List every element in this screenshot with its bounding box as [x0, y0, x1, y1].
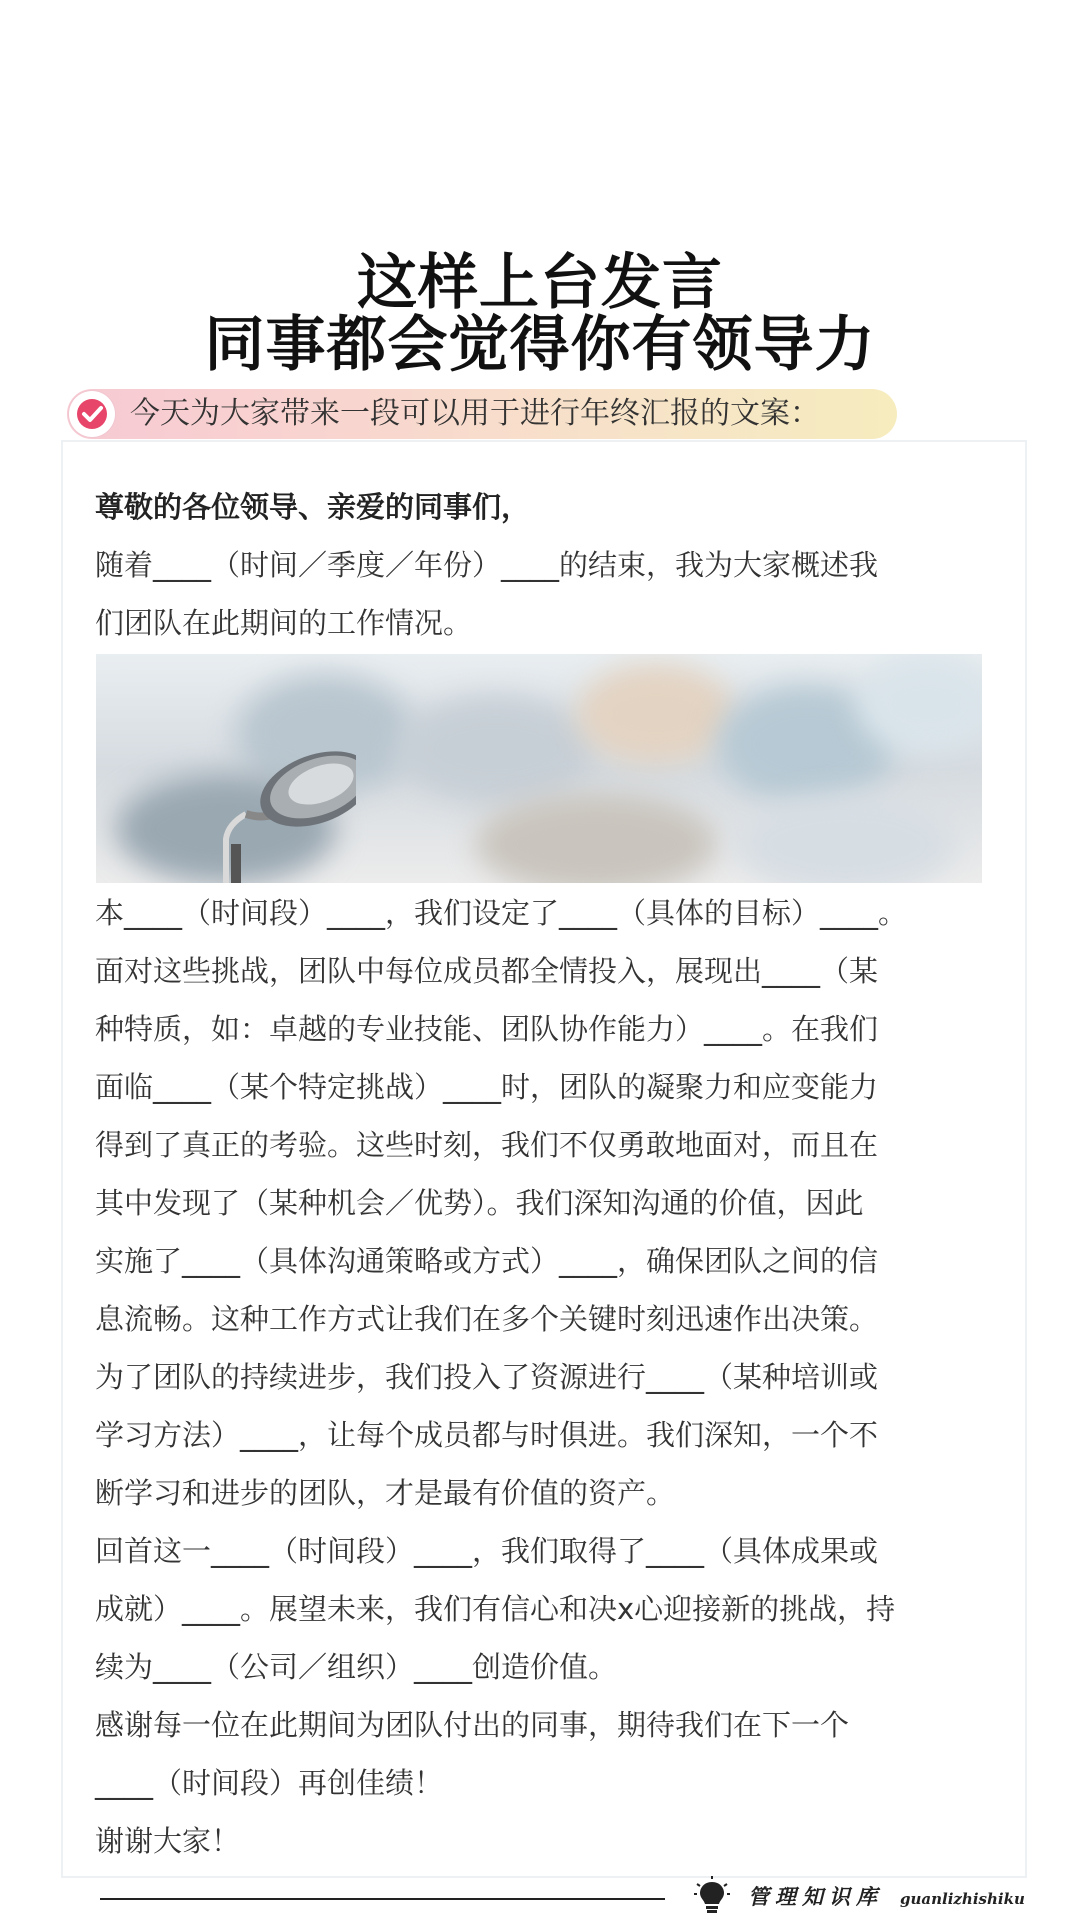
speech-line: 本____（时间段）____，我们设定了____（具体的目标）____。 — [95, 896, 908, 930]
microphone-image — [96, 654, 982, 883]
speech-line: 实施了____（具体沟通策略或方式）____，确保团队之间的信 — [95, 1244, 879, 1278]
speech-intro-paragraph — [95, 536, 878, 652]
speech-line: 种特质，如：卓越的专业技能、团队协作能力）____。在我们 — [95, 1012, 879, 1046]
speech-line: 感谢每一位在此期间为团队付出的同事，期待我们在下一个 — [95, 1708, 850, 1742]
speech-line: 续为____（公司／组织）____创造价值。 — [95, 1650, 618, 1684]
speech-line: 学习方法）____，让每个成员都与时俱进。我们深知，一个不 — [95, 1418, 879, 1452]
speech-line: 为了团队的持续进步，我们投入了资源进行____（某种培训或 — [95, 1360, 879, 1394]
speech-line: 谢谢大家！ — [95, 1824, 241, 1858]
speech-line: 面对这些挑战，团队中每位成员都全情投入，展现出____（某 — [95, 954, 879, 988]
speech-line: 其中发现了（某种机会／优势）。我们深知沟通的价值，因此 — [95, 1186, 864, 1220]
page-title-line-1: 这样上台发言 — [357, 248, 723, 318]
speech-line: 成就）____。展望未来，我们有信心和决x心迎接新的挑战，持 — [95, 1592, 896, 1626]
speech-line: 断学习和进步的团队，才是最有价值的资产。 — [95, 1476, 676, 1510]
footer-brand: 管理知识库 — [748, 1885, 883, 1909]
speech-line: 随着____（时间／季度／年份）____的结束，我为大家概述我 — [95, 548, 879, 582]
check-icon — [69, 391, 115, 437]
speech-greeting: 尊敬的各位领导、亲爱的同事们， — [95, 490, 531, 524]
speech-line: 得到了真正的考验。这些时刻，我们不仅勇敢地面对，而且在 — [95, 1128, 879, 1162]
page-title-line-2: 同事都会觉得你有领导力 — [204, 310, 876, 380]
footer-brand-latin: guanlizhishiku — [900, 1890, 1025, 1908]
speech-body-paragraph — [95, 884, 907, 1870]
speech-line: 息流畅。这种工作方式让我们在多个关键时刻迅速作出决策。 — [95, 1302, 879, 1336]
speech-line: 面临____（某个特定挑战）____时，团队的凝聚力和应变能力 — [95, 1070, 879, 1104]
speech-line: 回首这一____（时间段）____，我们取得了____（具体成果或 — [95, 1534, 879, 1568]
speech-line: 们团队在此期间的工作情况。 — [95, 606, 473, 640]
lightbulb-icon — [694, 1876, 730, 1916]
footer-divider — [100, 1898, 665, 1900]
speech-line: ____（时间段）再创佳绩！ — [95, 1766, 444, 1800]
intro-text: 今天为大家带来一段可以用于进行年终汇报的文案： — [130, 396, 820, 431]
microphone-icon — [166, 744, 356, 883]
